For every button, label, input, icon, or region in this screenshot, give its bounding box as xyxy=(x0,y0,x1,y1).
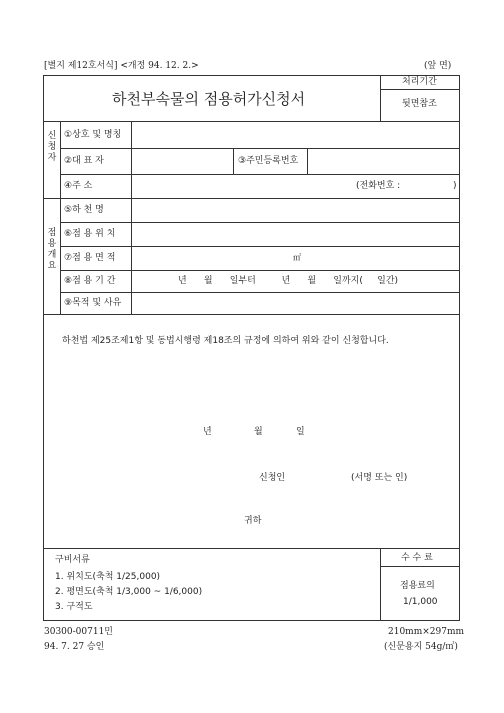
approval-date: 94. 7. 27 승인 xyxy=(44,642,105,652)
form-code: 30300-00711민 xyxy=(44,627,113,637)
processing-period-value: 뒷면참조 xyxy=(402,99,437,109)
addressee: 귀하 xyxy=(244,516,262,526)
date-month: 월 xyxy=(254,427,263,437)
processing-period-label: 처리기간 xyxy=(402,77,437,87)
application-statement: 하천법 제25조제1항 및 동법시행령 제18조의 규정에 의하여 위와 같이 신청합니다. xyxy=(62,336,389,346)
date-day: 일 xyxy=(296,427,305,437)
required-docs-title: 구비서류 xyxy=(55,555,90,565)
form-reference: [별지 제12호서식] <개정 94. 12. 2.> xyxy=(44,61,199,71)
fee-label: 수 수 료 xyxy=(401,553,433,563)
river-name-label: ⑤하 천 명 xyxy=(64,205,104,215)
phone-close: ) xyxy=(453,181,457,191)
date-year: 년 xyxy=(203,427,212,437)
location-label: ⑥점 용 위 치 xyxy=(64,229,116,239)
name-label: ①상호 및 명칭 xyxy=(64,130,122,140)
paper-size: 210mm×297mm xyxy=(388,627,465,637)
area-label: ⑦점 용 면 적 xyxy=(64,253,116,263)
applicant-signature-label: 신청인 xyxy=(259,473,286,483)
fee-line-2: 1/1,000 xyxy=(403,597,438,607)
period-text: 년 월 일부터 년 월 일까지( 일간) xyxy=(178,276,399,286)
occupancy-section-label: 점 용 개 요 xyxy=(47,228,57,271)
registration-number-label: ③주민등록번호 xyxy=(238,156,299,166)
address-label: ④주 소 xyxy=(64,181,93,191)
fee-line-1: 점용료의 xyxy=(400,581,435,591)
page-side-label: (앞 면) xyxy=(424,61,452,71)
paper-type: (신문용지 54g/㎡) xyxy=(384,642,458,652)
form-title: 하천부속물의 점용허가신청서 xyxy=(112,90,306,108)
required-doc-item: 1. 위치도(축척 1/25,000) xyxy=(55,572,161,582)
period-label: ⑧점 용 기 간 xyxy=(64,276,116,286)
representative-label: ②대 표 자 xyxy=(64,156,104,166)
applicant-section-label: 신 청 자 xyxy=(47,131,57,163)
signature-note: (서명 또는 인) xyxy=(351,473,408,483)
purpose-label: ⑨목적 및 사유 xyxy=(64,298,122,308)
required-doc-item: 3. 구적도 xyxy=(55,602,93,612)
phone-label: (전화번호 : xyxy=(356,181,401,191)
area-unit: ㎡ xyxy=(293,253,301,262)
required-doc-item: 2. 평면도(축척 1/3,000 ~ 1/6,000) xyxy=(55,587,203,597)
